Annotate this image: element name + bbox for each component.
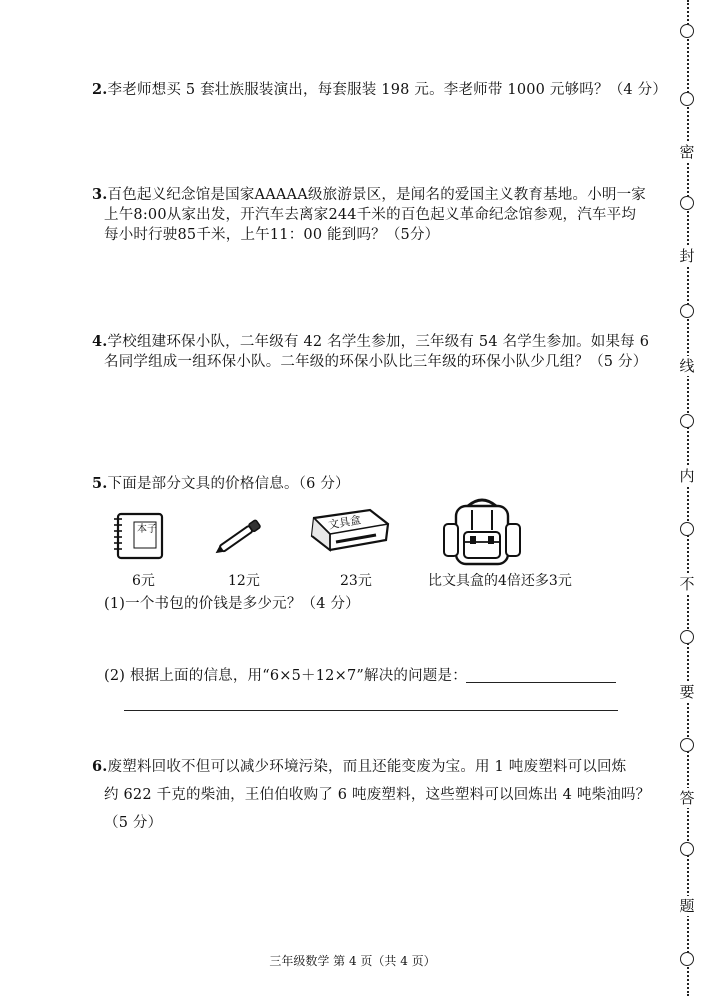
question-5-part-2: (2) 根据上面的信息，用“6×5＋12×7”解决的问题是：	[104, 668, 467, 684]
question-3	[92, 185, 646, 245]
pen-price: 12元	[228, 573, 260, 589]
schoolbag-icon	[440, 496, 524, 574]
question-text: 下面是部分文具的价格信息。（6 分）	[107, 476, 350, 492]
binding-circle	[680, 414, 694, 428]
question-text: 李老师想买 5 套壮族服装演出，每套服装 198 元。李老师带 1000 元够吗？（4 分）	[107, 82, 668, 98]
binding-circle	[680, 92, 694, 106]
question-4	[92, 332, 649, 372]
notebook-price: 6元	[132, 573, 155, 589]
binding-char: 要	[677, 682, 697, 702]
binding-char: 答	[677, 788, 697, 808]
binding-char: 题	[677, 896, 697, 916]
binding-seal-line	[671, 0, 705, 996]
question-number: 6.	[92, 758, 108, 775]
pen-icon	[210, 518, 266, 562]
binding-circle	[680, 304, 694, 318]
binding-char: 封	[677, 246, 697, 266]
binding-char: 密	[677, 142, 697, 162]
binding-circle	[680, 738, 694, 752]
binding-circle	[680, 952, 694, 966]
pencil-case-label: 文具盒	[327, 513, 362, 532]
binding-char: 不	[677, 574, 697, 594]
binding-circle	[680, 630, 694, 644]
question-5-intro	[92, 474, 350, 494]
question-line: 百色起义纪念馆是国家AAAAA级旅游景区，是闻名的爱国主义教育基地。小明一家	[107, 187, 647, 203]
question-line: （5 分）	[104, 815, 163, 831]
binding-circle	[680, 842, 694, 856]
question-number: 5.	[92, 475, 108, 492]
answer-line[interactable]	[466, 682, 616, 683]
question-line: 学校组建环保小队，二年级有 42 名学生参加，三年级有 54 名学生参加。如果每 6	[107, 334, 650, 350]
page-footer: 三年级数学 第 4 页（共 4 页）	[269, 954, 436, 968]
notebook-label: 本子	[137, 524, 157, 535]
question-number: 4.	[92, 333, 108, 350]
question-line: 每小时行驶85千米，上午11：00 能到吗？（5分）	[104, 227, 440, 243]
question-line: 名同学组成一组环保小队。二年级的环保小队比三年级的环保小队少几组？（5 分）	[104, 354, 648, 370]
binding-char: 内	[677, 466, 697, 486]
notebook-icon	[112, 510, 166, 566]
pencil-case-price: 23元	[340, 573, 372, 589]
schoolbag-price: 比文具盒的4倍还多3元	[428, 573, 572, 589]
question-line: 上午8:00从家出发，开汽车去离家244千米的百色起义革命纪念馆参观，汽车平均	[104, 207, 637, 223]
binding-circle	[680, 196, 694, 210]
question-number: 2.	[92, 81, 108, 98]
pencil-case-icon	[306, 504, 392, 560]
question-line: 废塑料回收不但可以减少环境污染，而且还能变废为宝。用 1 吨废塑料可以回炼	[107, 759, 627, 775]
question-line: 约 622 千克的柴油，王伯伯收购了 6 吨废塑料，这些塑料可以回炼出 4 吨柴油吗？	[104, 787, 651, 803]
question-2	[92, 80, 667, 100]
answer-line[interactable]	[124, 710, 618, 711]
question-6	[92, 757, 650, 833]
question-number: 3.	[92, 186, 108, 203]
question-5-part-1: (1)一个书包的价钱是多少元？（4 分）	[104, 596, 360, 612]
binding-circle	[680, 522, 694, 536]
binding-char: 线	[677, 356, 697, 376]
binding-circle	[680, 24, 694, 38]
